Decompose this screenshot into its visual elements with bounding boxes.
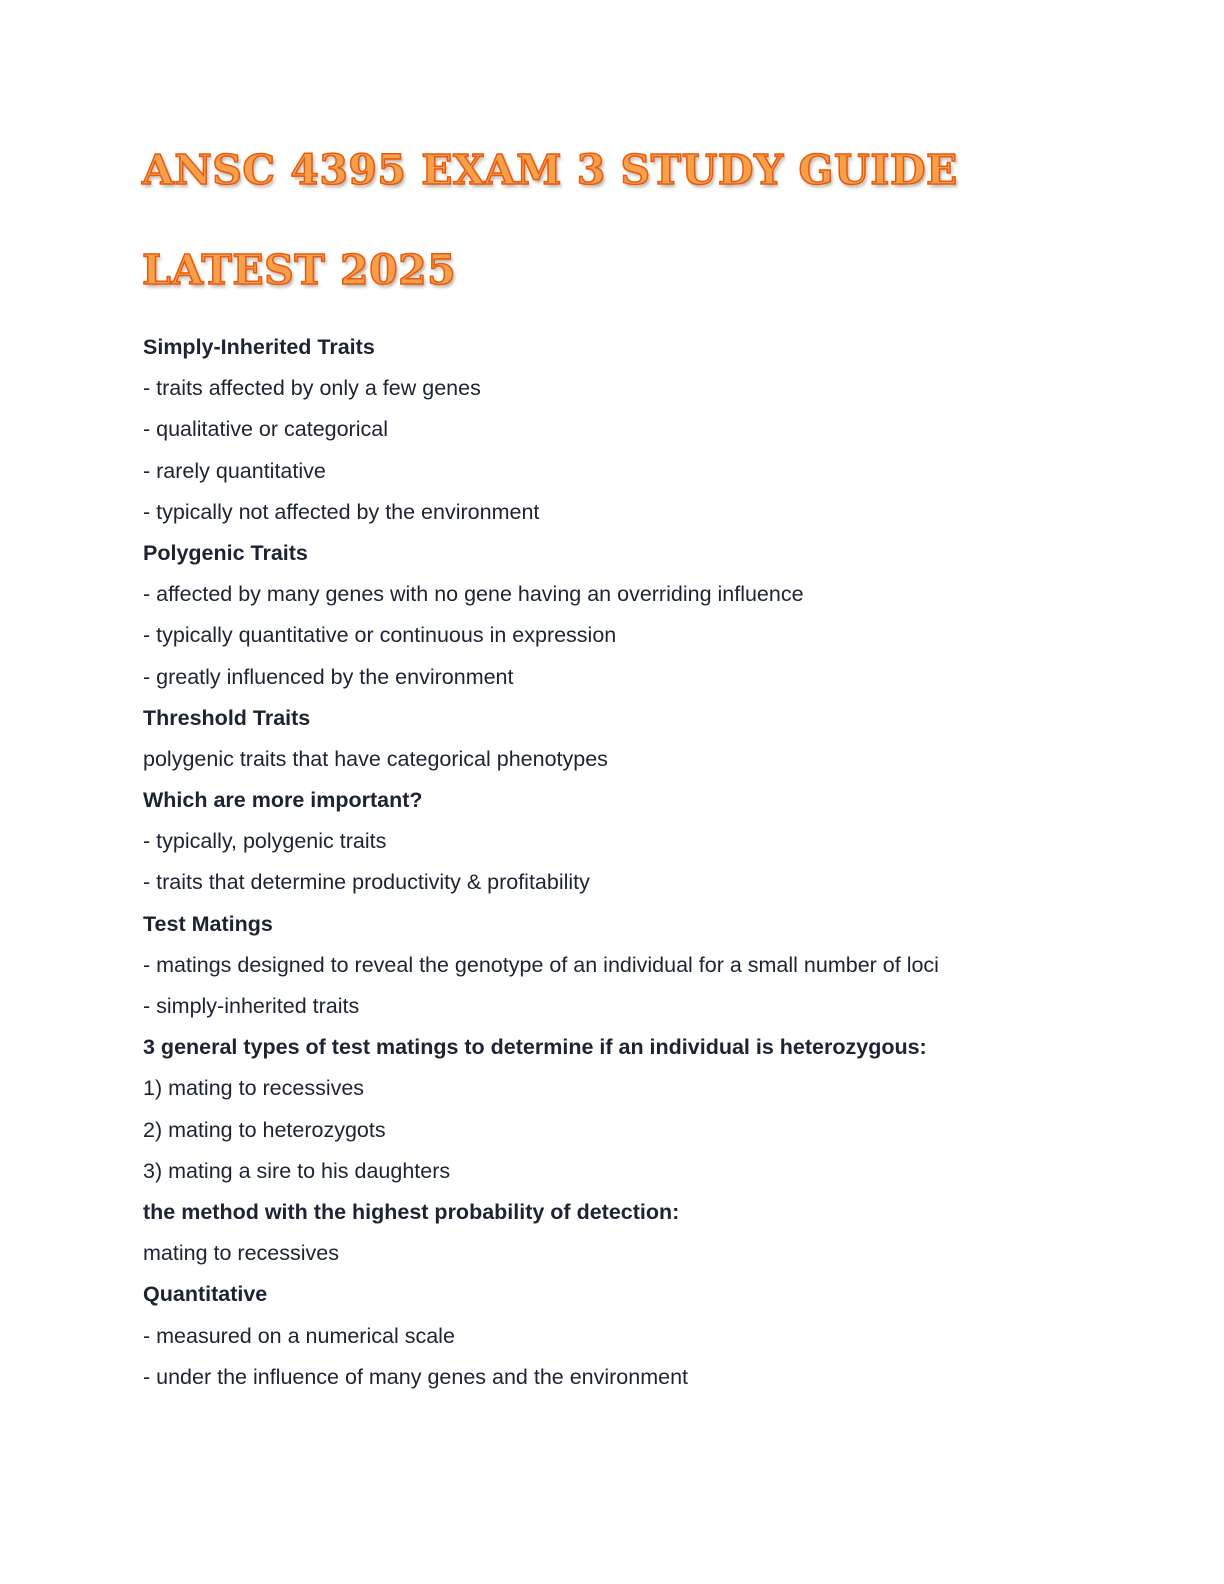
section-heading: Test Matings	[143, 911, 273, 936]
section-heading: 3 general types of test matings to determine if an individual is heterozygous:	[143, 1035, 927, 1060]
section-heading: Polygenic Traits	[143, 540, 308, 565]
body-line: - measured on a numerical scale	[143, 1323, 455, 1348]
body-line: - qualitative or categorical	[143, 417, 388, 442]
document-title-line-1: ANSC 4395 EXAM 3 STUDY GUIDE	[142, 146, 958, 194]
body-line: 3) mating a sire to his daughters	[143, 1158, 451, 1183]
body-line: - typically, polygenic traits	[143, 829, 387, 854]
body-line: - traits that determine productivity & profitability	[143, 870, 590, 895]
body-line: - affected by many genes with no gene having an overriding influence	[143, 582, 804, 607]
document-title-line-2: LATEST 2025	[142, 246, 457, 294]
body-line: - traits affected by only a few genes	[143, 376, 481, 401]
section-heading: Which are more important?	[143, 788, 423, 813]
body-line: - simply-inherited traits	[143, 994, 360, 1018]
body-line: 1) mating to recessives	[143, 1076, 365, 1101]
document-body	[143, 327, 1103, 1398]
body-line: - rarely quantitative	[143, 458, 326, 483]
body-line: polygenic traits that have categorical phenotypes	[143, 746, 608, 771]
section-heading: Simply-Inherited Traits	[143, 335, 375, 359]
body-line: - matings designed to reveal the genotype of an individual for a small number of loci	[143, 952, 939, 977]
body-line: - typically quantitative or continuous in expression	[143, 623, 617, 648]
section-heading: Threshold Traits	[143, 705, 311, 730]
body-line: - typically not affected by the environment	[143, 499, 540, 524]
body-line: - greatly influenced by the environment	[143, 664, 514, 689]
body-line: 2) mating to heterozygots	[143, 1117, 386, 1142]
section-heading: the method with the highest probability of detection:	[143, 1199, 680, 1224]
body-line: - under the influence of many genes and the environment	[143, 1364, 689, 1389]
body-line: mating to recessives	[143, 1241, 339, 1266]
section-heading: Quantitative	[143, 1282, 268, 1307]
